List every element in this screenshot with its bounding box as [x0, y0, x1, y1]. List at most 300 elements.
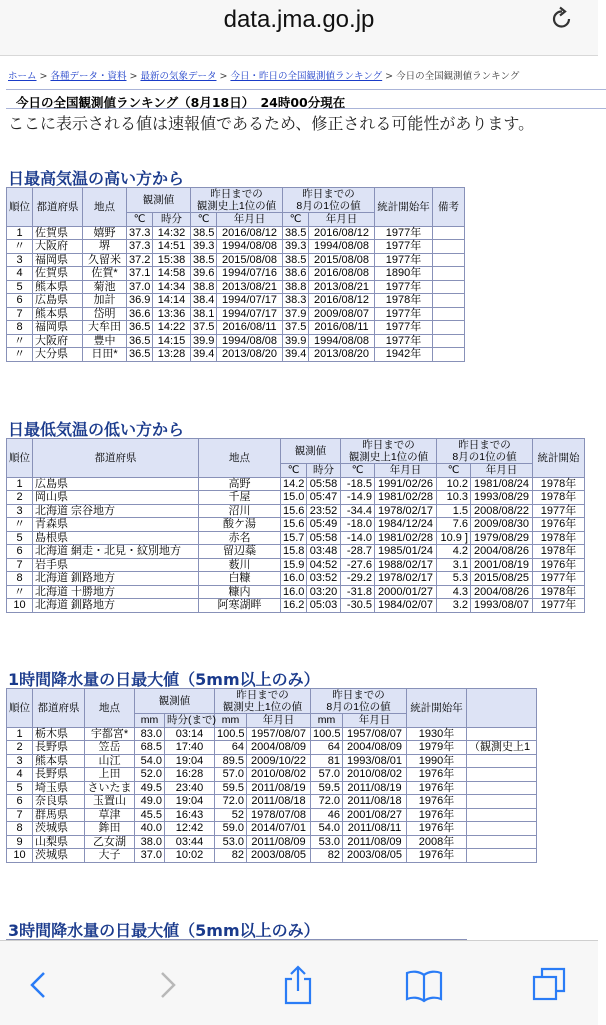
table-cell: 1978年	[533, 491, 585, 505]
table-cell	[467, 835, 537, 849]
table-cell: 熊本県	[33, 280, 83, 294]
table-cell: 北海道 釧路地方	[33, 572, 199, 586]
table-cell: 15:38	[153, 253, 191, 267]
table-cell: 15.6	[281, 504, 307, 518]
table-cell: 2010/08/02	[343, 768, 407, 782]
table-cell: 7	[7, 558, 33, 572]
table-cell: 14:22	[153, 321, 191, 335]
table-cell: 2011/08/19	[247, 781, 311, 795]
table-cell: 沼川	[199, 504, 281, 518]
table-cell	[433, 253, 465, 267]
table-cell: 乙女湖	[85, 835, 135, 849]
table-cell: 白糠	[199, 572, 281, 586]
table-cell: 1979/08/29	[471, 531, 533, 545]
bookmarks-icon[interactable]	[404, 963, 444, 1007]
table-cell: 2014/07/01	[247, 822, 311, 836]
headline-box	[6, 89, 606, 109]
table-cell: 1957/08/07	[343, 727, 407, 741]
table-cell: 38.5	[191, 253, 217, 267]
table-cell: 山江	[85, 754, 135, 768]
table-cell: 〃	[7, 334, 33, 348]
column-header: 観測値	[281, 439, 341, 464]
table-cell: 1977年	[533, 504, 585, 518]
table-cell: 1978/02/17	[375, 504, 437, 518]
table-cell: さいたま	[85, 781, 135, 795]
column-header: 都道府県	[33, 188, 83, 227]
table-cell	[467, 822, 537, 836]
column-header: 昨日までの 8月の1位の値	[311, 689, 407, 714]
table-cell: 54.0	[135, 754, 165, 768]
rain-1h-table	[6, 688, 537, 863]
table-cell: 1977年	[375, 280, 433, 294]
column-subheader: mm	[135, 714, 165, 728]
table-cell: 北海道 宗谷地方	[33, 504, 199, 518]
table-cell: 38.5	[283, 253, 309, 267]
column-header: 都道府県	[33, 439, 199, 478]
reload-icon[interactable]	[550, 6, 574, 32]
table-cell: 1985/01/24	[375, 545, 437, 559]
table-row	[7, 822, 537, 836]
table-cell: 03:52	[307, 572, 341, 586]
table-row	[7, 795, 537, 809]
table-cell: 茨城県	[33, 849, 85, 863]
table-cell: 熊本県	[33, 307, 83, 321]
table-cell: 北海道 網走・北見・紋別地方	[33, 545, 199, 559]
table-cell	[433, 267, 465, 281]
table-cell	[433, 334, 465, 348]
table-cell: 大阪府	[33, 334, 83, 348]
table-cell: 03:20	[307, 585, 341, 599]
table-cell: 8	[7, 321, 33, 335]
table-cell: 堺	[83, 240, 127, 254]
table-cell: 19:04	[165, 754, 215, 768]
column-header	[467, 689, 537, 728]
table-cell: 38.8	[191, 280, 217, 294]
breadcrumb-home[interactable]: ホーム	[8, 71, 37, 82]
table-cell: 37.9	[283, 307, 309, 321]
table-cell: 奈良県	[33, 795, 85, 809]
table-cell: 37.3	[127, 240, 153, 254]
table-cell: 日田*	[83, 348, 127, 362]
breadcrumb-latest[interactable]: 最新の気象データ	[140, 71, 217, 82]
table-cell: 46	[311, 808, 343, 822]
table-cell: 13:36	[153, 307, 191, 321]
table-cell: 37.3	[127, 226, 153, 240]
table-cell: 1990年	[407, 754, 467, 768]
table-cell: 1988/02/17	[375, 558, 437, 572]
table-row	[7, 531, 585, 545]
column-subheader: 時分(まで)	[165, 714, 215, 728]
column-subheader: 年月日	[309, 213, 375, 227]
table-row	[7, 558, 585, 572]
table-cell: 2013/08/20	[309, 348, 375, 362]
table-cell: 1977年	[375, 226, 433, 240]
table-cell: 4.2	[437, 545, 471, 559]
column-header: 順位	[7, 188, 33, 227]
table-cell: 59.5	[215, 781, 247, 795]
table-cell	[433, 348, 465, 362]
table-cell: 12:42	[165, 822, 215, 836]
table-cell: 1942年	[375, 348, 433, 362]
table-cell	[433, 321, 465, 335]
table-cell: 草津	[85, 808, 135, 822]
column-header: 順位	[7, 689, 33, 728]
table-cell: 2000/01/27	[375, 585, 437, 599]
table-cell: 薮川	[199, 558, 281, 572]
table-cell: 1890年	[375, 267, 433, 281]
table-cell: -34.4	[341, 504, 375, 518]
column-subheader: ℃	[191, 213, 217, 227]
table-cell: 81	[311, 754, 343, 768]
table-cell: 1978年	[533, 585, 585, 599]
column-subheader: ℃	[437, 464, 471, 478]
table-cell: 2016/08/12	[217, 226, 283, 240]
breadcrumb: ホーム > 各種データ・資料 > 最新の気象データ > 今日・昨日の全国観測値ランキング > 今日の全国観測値ランキング	[8, 71, 520, 82]
table-cell: 茨城県	[33, 822, 85, 836]
notice-text: ここに表示される値は速報値であるため、修正される可能性があります。	[8, 114, 535, 133]
table-cell: 38.1	[191, 307, 217, 321]
table-cell: 1991/02/26	[375, 477, 437, 491]
table-cell: 39.6	[191, 267, 217, 281]
table-cell: 6	[7, 795, 33, 809]
table-cell: 6	[7, 545, 33, 559]
table-cell: 大阪府	[33, 240, 83, 254]
table-cell	[467, 795, 537, 809]
table-cell: 高野	[199, 477, 281, 491]
table-cell	[433, 226, 465, 240]
table-cell: 6	[7, 294, 33, 308]
table-cell: 16:28	[165, 768, 215, 782]
table-cell: 15.7	[281, 531, 307, 545]
table-cell: 宇都宮*	[85, 727, 135, 741]
table-cell: 15.9	[281, 558, 307, 572]
table-row	[7, 307, 465, 321]
column-header: 地点	[199, 439, 281, 478]
table-cell: （観測史上1	[467, 741, 537, 755]
table-cell: 1977年	[375, 334, 433, 348]
table-cell: 14:34	[153, 280, 191, 294]
table-cell: 〃	[7, 585, 33, 599]
table-cell: 1978年	[375, 294, 433, 308]
table-cell: 37.0	[127, 280, 153, 294]
table-cell: 19:04	[165, 795, 215, 809]
table-cell: 36.6	[127, 307, 153, 321]
table-cell: 糠内	[199, 585, 281, 599]
table-cell: 03:44	[165, 835, 215, 849]
table-cell: 2015/08/25	[471, 572, 533, 586]
table-cell: 2015/08/08	[309, 253, 375, 267]
table-cell: -18.5	[341, 477, 375, 491]
back-icon[interactable]	[18, 963, 58, 1007]
table-cell: 53.0	[215, 835, 247, 849]
table-cell: -30.5	[341, 599, 375, 613]
table-cell: 1994/07/17	[217, 307, 283, 321]
table-cell: 1993/08/29	[471, 491, 533, 505]
table-cell: 1976年	[407, 808, 467, 822]
table-cell: 5	[7, 531, 33, 545]
table-cell: 1978年	[533, 531, 585, 545]
table-cell: 5.3	[437, 572, 471, 586]
table-cell: 89.5	[215, 754, 247, 768]
column-header: 備考	[433, 188, 465, 227]
table-cell: 1977年	[375, 307, 433, 321]
min-temp-table	[6, 438, 585, 613]
table-cell: 赤名	[199, 531, 281, 545]
table-cell: 7	[7, 808, 33, 822]
table-cell: 1984/12/24	[375, 518, 437, 532]
table-cell: 2015/08/08	[217, 253, 283, 267]
table-cell: 上田	[85, 768, 135, 782]
table-row	[7, 267, 465, 281]
tabs-icon[interactable]	[530, 963, 570, 1007]
table-cell: 49.5	[135, 781, 165, 795]
column-subheader: ℃	[283, 213, 309, 227]
table-cell: 2013/08/20	[217, 348, 283, 362]
table-cell: 2004/08/09	[247, 741, 311, 755]
breadcrumb-ranking[interactable]: 今日・昨日の全国観測値ランキング	[230, 71, 383, 82]
browser-toolbar	[0, 940, 598, 1025]
table-row	[7, 226, 465, 240]
table-row	[7, 545, 585, 559]
table-cell: 52	[215, 808, 247, 822]
column-subheader: 年月日	[217, 213, 283, 227]
table-cell: -29.2	[341, 572, 375, 586]
table-cell: 82	[311, 849, 343, 863]
table-cell: 05:58	[307, 477, 341, 491]
table-cell: 1.5	[437, 504, 471, 518]
column-header: 昨日までの 観測史上1位の値	[215, 689, 311, 714]
table-cell: 9	[7, 835, 33, 849]
table-cell: 広島県	[33, 477, 199, 491]
table-row	[7, 240, 465, 254]
table-cell: 72.0	[215, 795, 247, 809]
table-cell: 38.0	[135, 835, 165, 849]
table-cell: 1981/02/28	[375, 531, 437, 545]
table-cell: 玉置山	[85, 795, 135, 809]
table-cell: 1993/08/07	[471, 599, 533, 613]
table-cell: 2010/08/02	[247, 768, 311, 782]
table-cell: 23:52	[307, 504, 341, 518]
table-cell	[433, 307, 465, 321]
table-cell: 59.5	[311, 781, 343, 795]
table-cell: 1977年	[533, 599, 585, 613]
table-row	[7, 599, 585, 613]
table-cell: 栃木県	[33, 727, 85, 741]
table-row	[7, 348, 465, 362]
table-cell: 03:48	[307, 545, 341, 559]
table-cell: -18.0	[341, 518, 375, 532]
table-cell: 1930年	[407, 727, 467, 741]
table-cell: 40.0	[135, 822, 165, 836]
table-cell: 2013/08/21	[309, 280, 375, 294]
table-row	[7, 585, 585, 599]
table-cell: 阿寒湖畔	[199, 599, 281, 613]
table-row	[7, 808, 537, 822]
table-cell: 15.8	[281, 545, 307, 559]
table-cell: 2009/10/22	[247, 754, 311, 768]
column-header: 昨日までの 8月の1位の値	[283, 188, 375, 213]
table-cell: 福岡県	[33, 321, 83, 335]
breadcrumb-current: 今日の全国観測値ランキング	[396, 71, 520, 82]
table-cell: 2004/08/09	[343, 741, 407, 755]
table-cell: 39.4	[191, 348, 217, 362]
table-cell: 久留米	[83, 253, 127, 267]
table-cell: 54.0	[311, 822, 343, 836]
table-cell: 1978/02/17	[375, 572, 437, 586]
url-text[interactable]: data.jma.go.jp	[223, 6, 375, 33]
table-cell: 3	[7, 754, 33, 768]
table-cell: 36.5	[127, 348, 153, 362]
section-title-max-temp: 日最高気温の高い方から	[8, 169, 185, 188]
table-cell: 38.5	[283, 226, 309, 240]
table-cell: 加計	[83, 294, 127, 308]
table-cell: 5	[7, 781, 33, 795]
table-cell: 千屋	[199, 491, 281, 505]
table-cell: 83.0	[135, 727, 165, 741]
table-cell	[467, 849, 537, 863]
table-cell: 1981/02/28	[375, 491, 437, 505]
table-cell: 〃	[7, 240, 33, 254]
table-cell: 14.2	[281, 477, 307, 491]
table-cell: -14.9	[341, 491, 375, 505]
forward-icon[interactable]	[148, 963, 188, 1007]
table-cell: 14:15	[153, 334, 191, 348]
table-cell: 2016/08/11	[217, 321, 283, 335]
table-cell: 1	[7, 226, 33, 240]
table-cell: 100.5	[215, 727, 247, 741]
table-row	[7, 321, 465, 335]
table-cell: 14:51	[153, 240, 191, 254]
table-cell: 1977年	[375, 321, 433, 335]
table-cell: 長野県	[33, 741, 85, 755]
table-row	[7, 754, 537, 768]
table-cell: 1994/08/08	[309, 334, 375, 348]
table-cell: 39.9	[191, 334, 217, 348]
table-cell: 広島県	[33, 294, 83, 308]
table-cell: 2013/08/21	[217, 280, 283, 294]
table-cell: 佐賀県	[33, 267, 83, 281]
table-cell: 北海道 十勝地方	[33, 585, 199, 599]
table-row	[7, 518, 585, 532]
table-cell: 1984/02/07	[375, 599, 437, 613]
column-header: 昨日までの 観測史上1位の値	[191, 188, 283, 213]
table-cell	[467, 754, 537, 768]
table-cell: 大子	[85, 849, 135, 863]
table-cell: 59.0	[215, 822, 247, 836]
table-cell: 38.5	[191, 226, 217, 240]
table-cell: 4	[7, 768, 33, 782]
table-cell: 3.1	[437, 558, 471, 572]
table-cell: 3	[7, 504, 33, 518]
table-cell: 福岡県	[33, 253, 83, 267]
table-cell: 100.5	[311, 727, 343, 741]
table-cell: 山梨県	[33, 835, 85, 849]
table-cell: 39.4	[283, 348, 309, 362]
column-subheader: 年月日	[375, 464, 437, 478]
table-cell: 〃	[7, 518, 33, 532]
table-cell: 64	[311, 741, 343, 755]
table-cell	[467, 781, 537, 795]
table-cell: 嬉野	[83, 226, 127, 240]
table-cell: 2016/08/11	[309, 321, 375, 335]
table-cell: 鉾田	[85, 822, 135, 836]
column-header: 統計開始年	[375, 188, 433, 227]
share-icon[interactable]	[278, 963, 318, 1007]
column-subheader: 時分	[307, 464, 341, 478]
table-cell: 37.5	[283, 321, 309, 335]
column-subheader: ℃	[127, 213, 153, 227]
table-cell: 1978年	[533, 477, 585, 491]
table-cell: 13:28	[153, 348, 191, 362]
table-cell: 36.5	[127, 334, 153, 348]
table-cell: 4.3	[437, 585, 471, 599]
column-header: 昨日までの 観測史上1位の値	[341, 439, 437, 464]
table-cell: 1979年	[407, 741, 467, 755]
table-cell: 36.5	[127, 321, 153, 335]
section-title-min-temp: 日最低気温の低い方から	[8, 420, 185, 439]
table-cell: 8	[7, 572, 33, 586]
table-cell: 38.8	[283, 280, 309, 294]
table-cell: 1957/08/07	[247, 727, 311, 741]
table-cell: 1977年	[375, 240, 433, 254]
table-cell: 37.5	[191, 321, 217, 335]
table-cell: 2004/08/26	[471, 585, 533, 599]
column-subheader: ℃	[341, 464, 375, 478]
table-cell: -31.8	[341, 585, 375, 599]
column-subheader: mm	[215, 714, 247, 728]
table-cell: 49.0	[135, 795, 165, 809]
column-header: 観測値	[135, 689, 215, 714]
table-cell: 10.2	[437, 477, 471, 491]
table-cell	[433, 294, 465, 308]
table-cell: 16.0	[281, 572, 307, 586]
column-subheader: 時分	[153, 213, 191, 227]
table-cell: 1976年	[407, 768, 467, 782]
table-cell	[433, 240, 465, 254]
table-cell: 2003/08/05	[343, 849, 407, 863]
table-cell: 57.0	[215, 768, 247, 782]
table-row	[7, 849, 537, 863]
table-cell: 10:02	[165, 849, 215, 863]
table-cell: 2016/08/08	[309, 267, 375, 281]
table-cell: 1976年	[533, 558, 585, 572]
table-cell: 2001/08/19	[471, 558, 533, 572]
table-cell: 17:40	[165, 741, 215, 755]
table-cell: 1978/07/08	[247, 808, 311, 822]
table-cell: 2004/08/26	[471, 545, 533, 559]
table-cell: 北海道 釧路地方	[33, 599, 199, 613]
table-cell: 1	[7, 477, 33, 491]
table-cell: 72.0	[311, 795, 343, 809]
browser-address-bar[interactable]	[0, 0, 598, 56]
table-cell: 〃	[7, 348, 33, 362]
table-cell: 1977年	[533, 572, 585, 586]
table-row	[7, 741, 537, 755]
table-cell: 05:58	[307, 531, 341, 545]
breadcrumb-data[interactable]: 各種データ・資料	[50, 71, 127, 82]
table-cell: 酸ケ湯	[199, 518, 281, 532]
column-subheader: 年月日	[471, 464, 533, 478]
table-cell: 05:03	[307, 599, 341, 613]
table-cell: 2003/08/05	[247, 849, 311, 863]
table-cell: 23:40	[165, 781, 215, 795]
table-cell: 14:58	[153, 267, 191, 281]
table-cell: 16.0	[281, 585, 307, 599]
table-cell: 1994/08/08	[217, 334, 283, 348]
column-subheader: mm	[311, 714, 343, 728]
column-subheader: 年月日	[247, 714, 311, 728]
table-cell: 45.5	[135, 808, 165, 822]
